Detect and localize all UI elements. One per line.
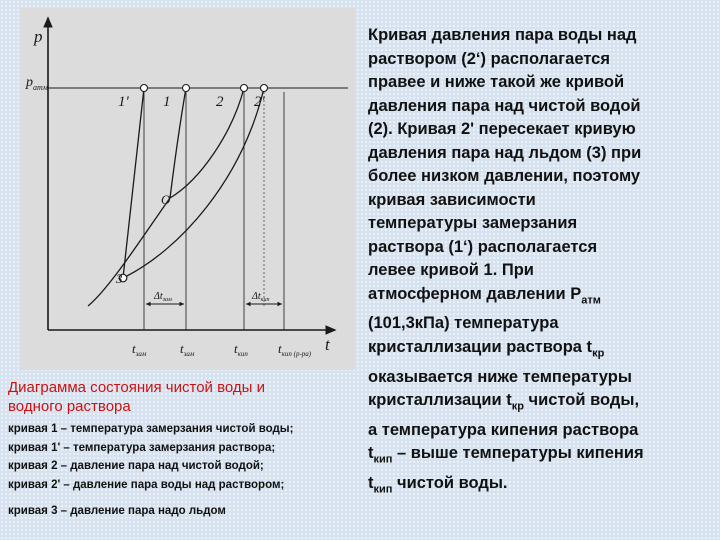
delta-t-kip-label: $\Delta t_{кип}$ (252, 291, 270, 303)
phase-diagram-svg (20, 8, 355, 370)
text-line: а температура кипения раствора (368, 420, 639, 439)
t-zam-label: $t_{зам}$ (180, 341, 195, 358)
text-line: Кривая давления пара воды над (368, 26, 637, 44)
text-line: $t_{кип}$ чистой воды. (368, 474, 508, 496)
curve-legend (8, 420, 363, 521)
point-2-prime (261, 85, 268, 92)
text-line: кристаллизации раствора $t_{кр}$ (368, 337, 605, 360)
legend-item-1-prime: кривая 1' – температура замерзания раствора; (8, 441, 276, 454)
label-curve-1-prime: 1' (118, 94, 129, 110)
text-line: раствора (1‘) располагается (368, 237, 598, 256)
label-curve-3: 3 (116, 271, 123, 286)
text-line: давления пара над чистой водой (368, 96, 641, 115)
point-2 (241, 85, 248, 92)
curve-1 (170, 88, 186, 198)
curve-2 (170, 88, 244, 198)
legend-item-2: кривая 2 – давление пара над чистой водой; (8, 460, 264, 472)
text-line: давления пара над льдом (3) при (368, 143, 642, 162)
text-line: (2). Кривая 2' пересекает кривую (368, 120, 636, 138)
y-axis-label: p (34, 27, 43, 46)
delta-t-zam-label: $\Delta t_{зам}$ (154, 291, 172, 303)
legend-item-2-prime: кривая 2' – давление пара воды над раствором; (8, 478, 285, 491)
point-1-prime (141, 85, 148, 92)
text-line: температуры замерзания (368, 214, 578, 232)
p-atm-label: $p_{атм}$ (26, 75, 48, 92)
text-line: правее и ниже такой же кривой (368, 73, 625, 91)
t-zam-r-label: $t_{зам}$ (132, 341, 147, 358)
caption-line-1: Диаграмма состояния чистой воды и (8, 379, 265, 396)
t-kip-r-label: $t_{кип (р-ра)}$ (278, 341, 312, 358)
explanation-text (368, 24, 713, 502)
point-1 (183, 85, 190, 92)
legend-item-3: кривая 3 – давление пара надо льдом (8, 505, 226, 517)
text-line: атмосферном давлении $Р_{атм}$ (368, 284, 601, 306)
label-curve-2: 2 (216, 94, 224, 110)
text-line: кристаллизации $t_{кр}$ чистой воды, (368, 391, 640, 413)
text-line: левее кривой 1. При (368, 261, 534, 279)
text-line: $t_{кип}$ – выше температуры кипения (368, 444, 644, 466)
caption-line-2: водного раствора (8, 398, 131, 415)
label-curve-2-prime: 2' (254, 94, 265, 110)
phase-diagram (20, 8, 355, 370)
label-curve-1: 1 (163, 94, 171, 110)
curve-3 (88, 198, 170, 306)
legend-item-1: кривая 1 – температура замерзания чистой воды; (8, 423, 294, 435)
diagram-caption (8, 378, 353, 416)
text-line: более низком давлении, поэтому (368, 167, 641, 185)
text-line: кривая зависимости (368, 190, 536, 209)
text-line: оказывается ниже температуры (368, 367, 632, 386)
text-line: раствором (2‘) располагается (368, 49, 610, 68)
t-kip-label: $t_{кип}$ (234, 341, 248, 358)
label-point-o: O (161, 192, 171, 207)
text-line: (101,3кПа) температура (368, 314, 559, 333)
x-axis-label: t (325, 335, 330, 354)
